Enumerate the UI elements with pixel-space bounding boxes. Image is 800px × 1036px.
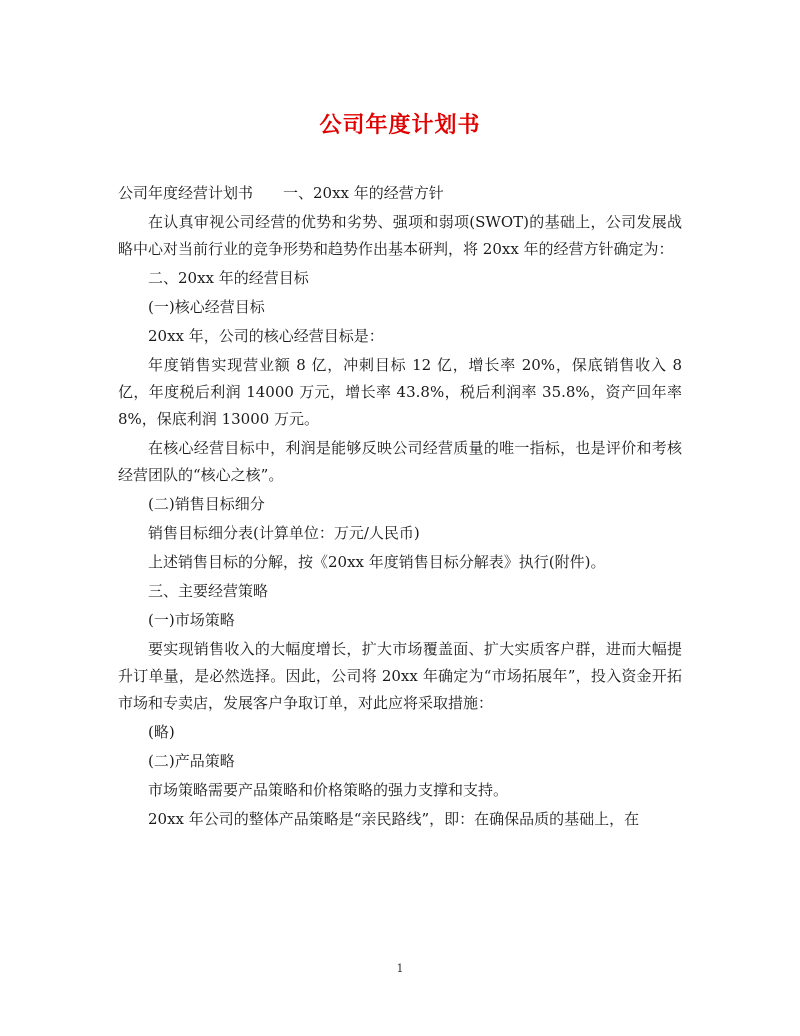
paragraph-core-goals-figures: 年度销售实现营业额 8 亿，冲刺目标 12 亿，增长率 20%，保底销售收入 8 亿，年度税后利润 14000 万元，增长率 43.8%，税后利润率 35.8%，资产回年率 8%，保底利润 13000 万元。 <box>118 356 682 428</box>
subsection-product-strategy: (二)产品策略 <box>148 752 235 770</box>
subsection-market-strategy: (一)市场策略 <box>148 611 235 629</box>
paragraph-product-support: 市场策略需要产品策略和价格策略的强力支撑和支持。 <box>148 781 509 799</box>
document-title: 公司年度计划书 <box>319 112 481 138</box>
paragraph-market-strategy: 要实现销售收入的大幅度增长，扩大市场覆盖面、扩大实质客户群，进而大幅提升订单量，是必然选择。因此，公司将 20xx 年确定为“市场拓展年”，投入资金开拓市场和专卖店，发展客户争取订单，对此应将采取措施： <box>118 640 682 712</box>
paragraph-sales-breakdown-ref: 上述销售目标的分解，按《20xx 年度销售目标分解表》执行(附件)。 <box>148 553 606 571</box>
paragraph-sales-table-caption: 销售目标细分表(计算单位：万元/人民币) <box>148 524 420 542</box>
paragraph-core-goals-intro: 20xx 年，公司的核心经营目标是： <box>148 327 384 345</box>
page-number: 1 <box>396 962 404 975</box>
paragraph-profit-note: 在核心经营目标中，利润是能够反映公司经营质量的唯一指标，也是评价和考核经营团队的“核心之核”。 <box>118 439 682 484</box>
paragraph-heading-1: 公司年度经营计划书 一、20xx 年的经营方针 <box>118 184 444 202</box>
document-body <box>118 180 682 835</box>
section-heading-3: 三、主要经营策略 <box>148 582 269 600</box>
paragraph-product-route: 20xx 年公司的整体产品策略是“亲民路线”，即：在确保品质的基础上，在 <box>148 810 640 828</box>
subsection-sales-breakdown: (二)销售目标细分 <box>148 495 265 513</box>
section-heading-2: 二、20xx 年的经营目标 <box>148 269 309 287</box>
paragraph-swot: 在认真审视公司经营的优势和劣势、强项和弱项(SWOT)的基础上，公司发展战略中心对当前行业的竞争形势和趋势作出基本研判，将 20xx 年的经营方针确定为： <box>118 213 682 258</box>
paragraph-omitted: (略) <box>148 723 175 741</box>
subsection-core-goals: (一)核心经营目标 <box>148 298 265 316</box>
